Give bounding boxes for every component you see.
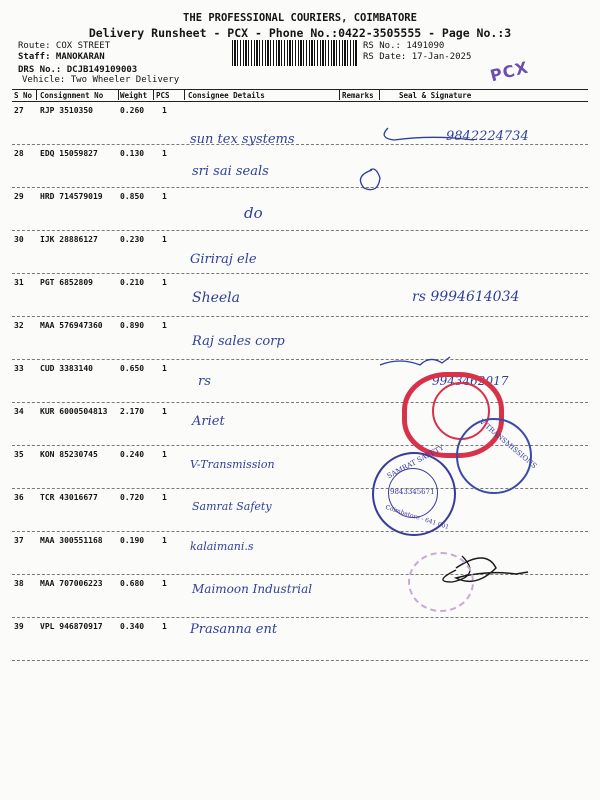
cell-sno: 30: [14, 235, 24, 244]
hw-consignee-7: rs: [198, 374, 211, 389]
col-weight: Weight: [120, 91, 148, 100]
cell-cno: TCR 43016677: [40, 493, 98, 502]
cell-weight: 0.240: [120, 450, 145, 459]
faded-purple-seal: [408, 552, 474, 612]
rs-date: RS Date: 17-Jan-2025: [363, 52, 472, 62]
cell-sno: 36: [14, 493, 24, 502]
cell-pcs: 1: [162, 278, 167, 287]
hw-signature-phone-1: 9842224734: [446, 129, 529, 144]
cell-pcs: 1: [162, 450, 167, 459]
col-remarks: Remarks: [342, 91, 374, 100]
cell-cno: VPL 946870917: [40, 622, 103, 631]
cell-pcs: 1: [162, 364, 167, 373]
col-consignee: Consignee Details: [188, 91, 265, 100]
cell-weight: 0.260: [120, 106, 145, 115]
hw-consignee-4: Giriraj ele: [190, 252, 257, 267]
cell-pcs: 1: [162, 321, 167, 330]
hw-signature-phone-2: rs 9994614034: [412, 289, 520, 305]
cell-pcs: 1: [162, 106, 167, 115]
cell-sno: 28: [14, 149, 24, 158]
cell-weight: 0.230: [120, 235, 145, 244]
samrat-seal-city: Coimbatore - 641 001: [384, 503, 450, 532]
cell-weight: 0.190: [120, 536, 145, 545]
cell-weight: 2.170: [120, 407, 145, 416]
col-seal: Seal & Signature: [399, 91, 472, 100]
cell-cno: MAA 576947360: [40, 321, 103, 330]
cell-pcs: 1: [162, 192, 167, 201]
cell-weight: 0.210: [120, 278, 145, 287]
col-pcs: PCS: [156, 91, 170, 100]
cell-sno: 35: [14, 450, 24, 459]
cell-pcs: 1: [162, 235, 167, 244]
cell-cno: RJP 3510350: [40, 106, 93, 115]
cell-sno: 33: [14, 364, 24, 373]
col-consignment: Consignment No: [40, 91, 104, 100]
samrat-seal-phone: 9843345671: [390, 488, 435, 496]
hw-consignee-6: Raj sales corp: [192, 334, 285, 349]
col-sno: S No: [14, 91, 33, 100]
cell-cno: EDQ 15059827: [40, 149, 98, 158]
runsheet-subtitle: Delivery Runsheet - PCX - Phone No.:0422-3505555 - Page No.:3: [88, 26, 512, 40]
hw-consignee-2: sri sai seals: [192, 164, 269, 179]
cell-cno: HRD 714579019: [40, 192, 103, 201]
cell-pcs: 1: [162, 407, 167, 416]
cell-cno: IJK 28886127: [40, 235, 98, 244]
cell-sno: 34: [14, 407, 24, 416]
hw-consignee-12: Maimoon Industrial: [192, 582, 313, 596]
hw-consignee-8: Ariet: [192, 414, 225, 429]
cell-pcs: 1: [162, 536, 167, 545]
cell-sno: 32: [14, 321, 24, 330]
cell-weight: 0.680: [120, 579, 145, 588]
cell-pcs: 1: [162, 622, 167, 631]
cell-weight: 0.850: [120, 192, 145, 201]
cell-weight: 0.890: [120, 321, 145, 330]
hw-consignee-13: Prasanna ent: [190, 622, 278, 637]
cell-sno: 39: [14, 622, 24, 631]
cell-cno: MAA 300551168: [40, 536, 103, 545]
vehicle-label: Vehicle: Two Wheeler Delivery: [22, 75, 180, 85]
hw-consignee-3: do: [244, 204, 263, 222]
drs-label: DRS No.: DCJB149109003: [18, 65, 138, 75]
cell-weight: 0.340: [120, 622, 145, 631]
cell-cno: KUR 6000504813: [40, 407, 108, 416]
cell-sno: 37: [14, 536, 24, 545]
hw-consignee-11: kalaimani.s: [190, 540, 254, 553]
company-title: THE PROFESSIONAL COURIERS, COIMBATORE: [183, 12, 417, 24]
cell-sno: 38: [14, 579, 24, 588]
cell-sno: 29: [14, 192, 24, 201]
hw-consignee-1: sun tex systems: [190, 132, 295, 147]
cell-cno: CUD 3383140: [40, 364, 93, 373]
cell-pcs: 1: [162, 579, 167, 588]
cell-weight: 0.130: [120, 149, 145, 158]
route-label: Route: COX STREET: [18, 41, 111, 51]
vt-seal-text: V TRANSMISSIONS: [477, 417, 539, 471]
hw-signature-phone-3: 9943462017: [432, 374, 509, 388]
pcx-stamp: PCX: [488, 57, 531, 86]
samrat-seal-name: SAMRAT SAFETY: [385, 443, 446, 481]
cell-cno: KON 85230745: [40, 450, 98, 459]
cell-weight: 0.650: [120, 364, 145, 373]
cell-cno: PGT 6852809: [40, 278, 93, 287]
hw-consignee-10: Samrat Safety: [192, 500, 272, 513]
cell-sno: 31: [14, 278, 24, 287]
cell-weight: 0.720: [120, 493, 145, 502]
rs-number: RS No.: 1491090: [363, 41, 445, 51]
cell-sno: 27: [14, 106, 24, 115]
cell-pcs: 1: [162, 493, 167, 502]
hw-consignee-5: Sheela: [192, 290, 241, 306]
cell-pcs: 1: [162, 149, 167, 158]
hw-consignee-9: V-Transmission: [190, 458, 275, 471]
cell-cno: MAA 707006223: [40, 579, 103, 588]
staff-label: Staff: MANOKARAN: [18, 52, 105, 62]
